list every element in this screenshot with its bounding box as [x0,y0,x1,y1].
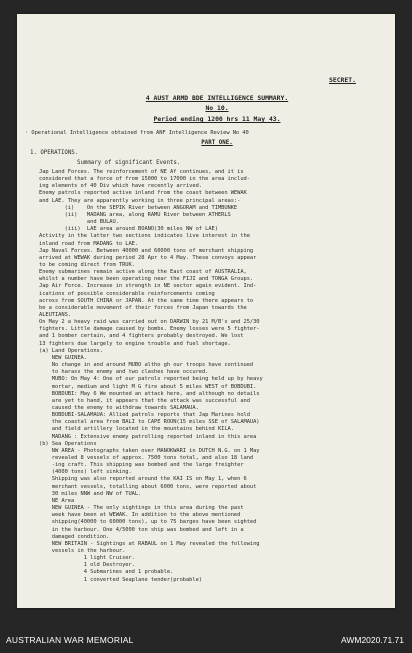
text-line: (a) Land Operations. [39,347,103,354]
document-page [17,14,395,608]
text-line: NEW BRITAIN - Sightings at RABAUL on 1 May revealed the following [39,540,260,547]
text-line: inland road from MADANG to LAE. [39,240,139,247]
text-line: NE Area [39,497,75,504]
text-line: 1 converted Seaplane tender(probable) [39,576,202,583]
text-line: week have been at WEWAK. In addition to the above mentioned [39,512,241,519]
text-line: to be coming direct from TRUK. [39,261,135,268]
text-line: be a considerable movement of their forces from Japan towards the [39,304,247,311]
text-line: arrived at WEWAK during period 28 Apr to 4 May. These convoys appear [39,254,257,261]
text-line: Enemy patrols reported active inland from the coast between WEWAK [39,190,247,197]
text-line: NW AREA - Photographs taken over MANOKWARI in DUTCH N.G. on 1 May [39,447,260,454]
text-line: MADANG : Extensive enemy patrolling reported inland in this area [39,433,257,440]
text-line: to harass the enemy and two clashes have occured. [39,369,209,376]
text-line: NEW GUINEA. [39,354,87,361]
text-line: (4000 tons) left sinking. [39,469,132,476]
text-line: revealed 8 vessels of approx. 7500 tons total, and also 18 land [39,455,254,461]
text-line: Activity in the latter two sections indicates live interest in the [39,233,250,240]
text-line: 1 light Cruiser. [39,555,135,562]
text-line: (iii) LAE area around BOANO(30 miles NW of LAE) [39,226,218,233]
section-heading: 1. OPERATIONS. [30,150,79,156]
text-line: (b) Sea Operations [39,440,97,447]
text-line: NEW GUINEA - The only sightings in this area during the past [39,505,244,512]
text-line: are yet to hand, it appears that the attack was successful and [39,397,250,404]
text-line: Jap Air Force. Increase in strength in NE sector again evident. Ind- [39,283,257,290]
text-line: in the harbour. One 4/5000 ton ship was bombed and left in a [39,526,244,533]
text-line: and field artillery located in the mountains behind KILA. [39,426,234,433]
intro-line: · Operational Intelligence obtained from ANF Intelligence Review No 40 [25,130,249,136]
text-line: across from SOUTH CHINA or JAPAN. At the same time there appears to [39,297,254,304]
footer-reference: AWM2020.71.71 [341,635,404,645]
text-line: ications of possible considerable reinforcements coming [39,290,215,297]
text-line: and 1 bomber certain, and 4 fighters probably destroyed. We lost [39,333,244,340]
text-line: and LAE. They are apparently working in three principal areas:- [39,197,241,204]
text-line: and BULAU. [39,219,119,226]
text-line: (i) On the SEPIK River between ANGORAM and TIMBUNKE [39,204,238,211]
text-line: whilst a number have been operating near the FIJI and TONGA Groups. [39,276,254,283]
text-line: the coastal area from BALI to CAPE ROON(15 miles SSE of SALAMAUA) [39,419,260,426]
text-line: MUBO: On May 4: One of our patrols reported being held up by heavy [39,376,263,383]
text-line: Jap Naval Forces. Between 40000 and 60000 tons of merchant shipping [39,247,254,254]
text-line: BOBDUBI: May 6 We mounted an attack here, and although no details [39,390,260,397]
text-line: 30 miles NNW and NW of TUAL. [39,490,142,497]
document-number: No 10. [205,104,229,112]
text-line: (ii) MADANG area, along RAMU River between ATHERLS [39,211,231,218]
text-line: Shipping was also reported around the KAI IS on May 1, when 6 [39,476,247,483]
text-line: 13 fighters due largely to engine trouble and fuel shortage. [39,340,231,347]
period-line: Period ending 1200 hrs 11 May 43. [153,115,281,123]
text-line: vessels in the harbour. [39,547,126,554]
text-line: No change in and around MUBO altho gh our troops have continued [39,362,254,369]
text-line: ALEUTIANS. [39,312,71,318]
footer-bar [0,621,412,653]
text-line: -ing craft. This shipping was bombed and the large freighter [39,462,244,469]
text-line: BOBDUBI-SALAMAUA: Allied patrols reports that Jap Marines hold [39,412,250,419]
text-line: shipping(40000 to 60000 tons), up to 75 barges have been sighted [39,519,257,526]
text-line: caused the enemy to withdraw towards SALAMAUA. [39,404,199,411]
text-line: merchant vessels, totalling about 6000 tons, were reported about [39,483,257,490]
document-title: 4 AUST ARMD BDE INTELLIGENCE SUMMARY. [145,94,289,102]
text-line: mortar, medium and light M G fire about 5 miles WEST of BOBDUBI. [39,383,257,390]
text-line: On May 2 a heavy raid was carried out on DARWIN by 21 M/B's and 25/30 [39,319,260,326]
text-line: ing elements of 40 Div which have recently arrived. [39,183,202,190]
summary-heading: Summary of significant Events. [77,160,181,166]
secret-marking: SECRET. [329,76,356,84]
text-line: fighters. Little damage caused by bombs. Enemy losses were 5 fighter- [39,326,260,333]
text-line: considered that a force of from 15000 to 17000 in the area includ- [39,176,250,183]
text-line: damaged condition. [39,533,110,540]
text-line: Jap Land Forces. The reinforcement of NE Af continues, and it is [39,169,244,175]
text-line: Enemy submarines remain active along the East coast of AUSTRALIA, [39,269,247,276]
text-line: 4 Submarines and 1 probable. [39,569,174,576]
part-heading: PART ONE. [201,140,233,146]
text-line: 1 old Destroyer. [39,562,135,569]
footer-source: AUSTRALIAN WAR MEMORIAL [6,635,134,645]
